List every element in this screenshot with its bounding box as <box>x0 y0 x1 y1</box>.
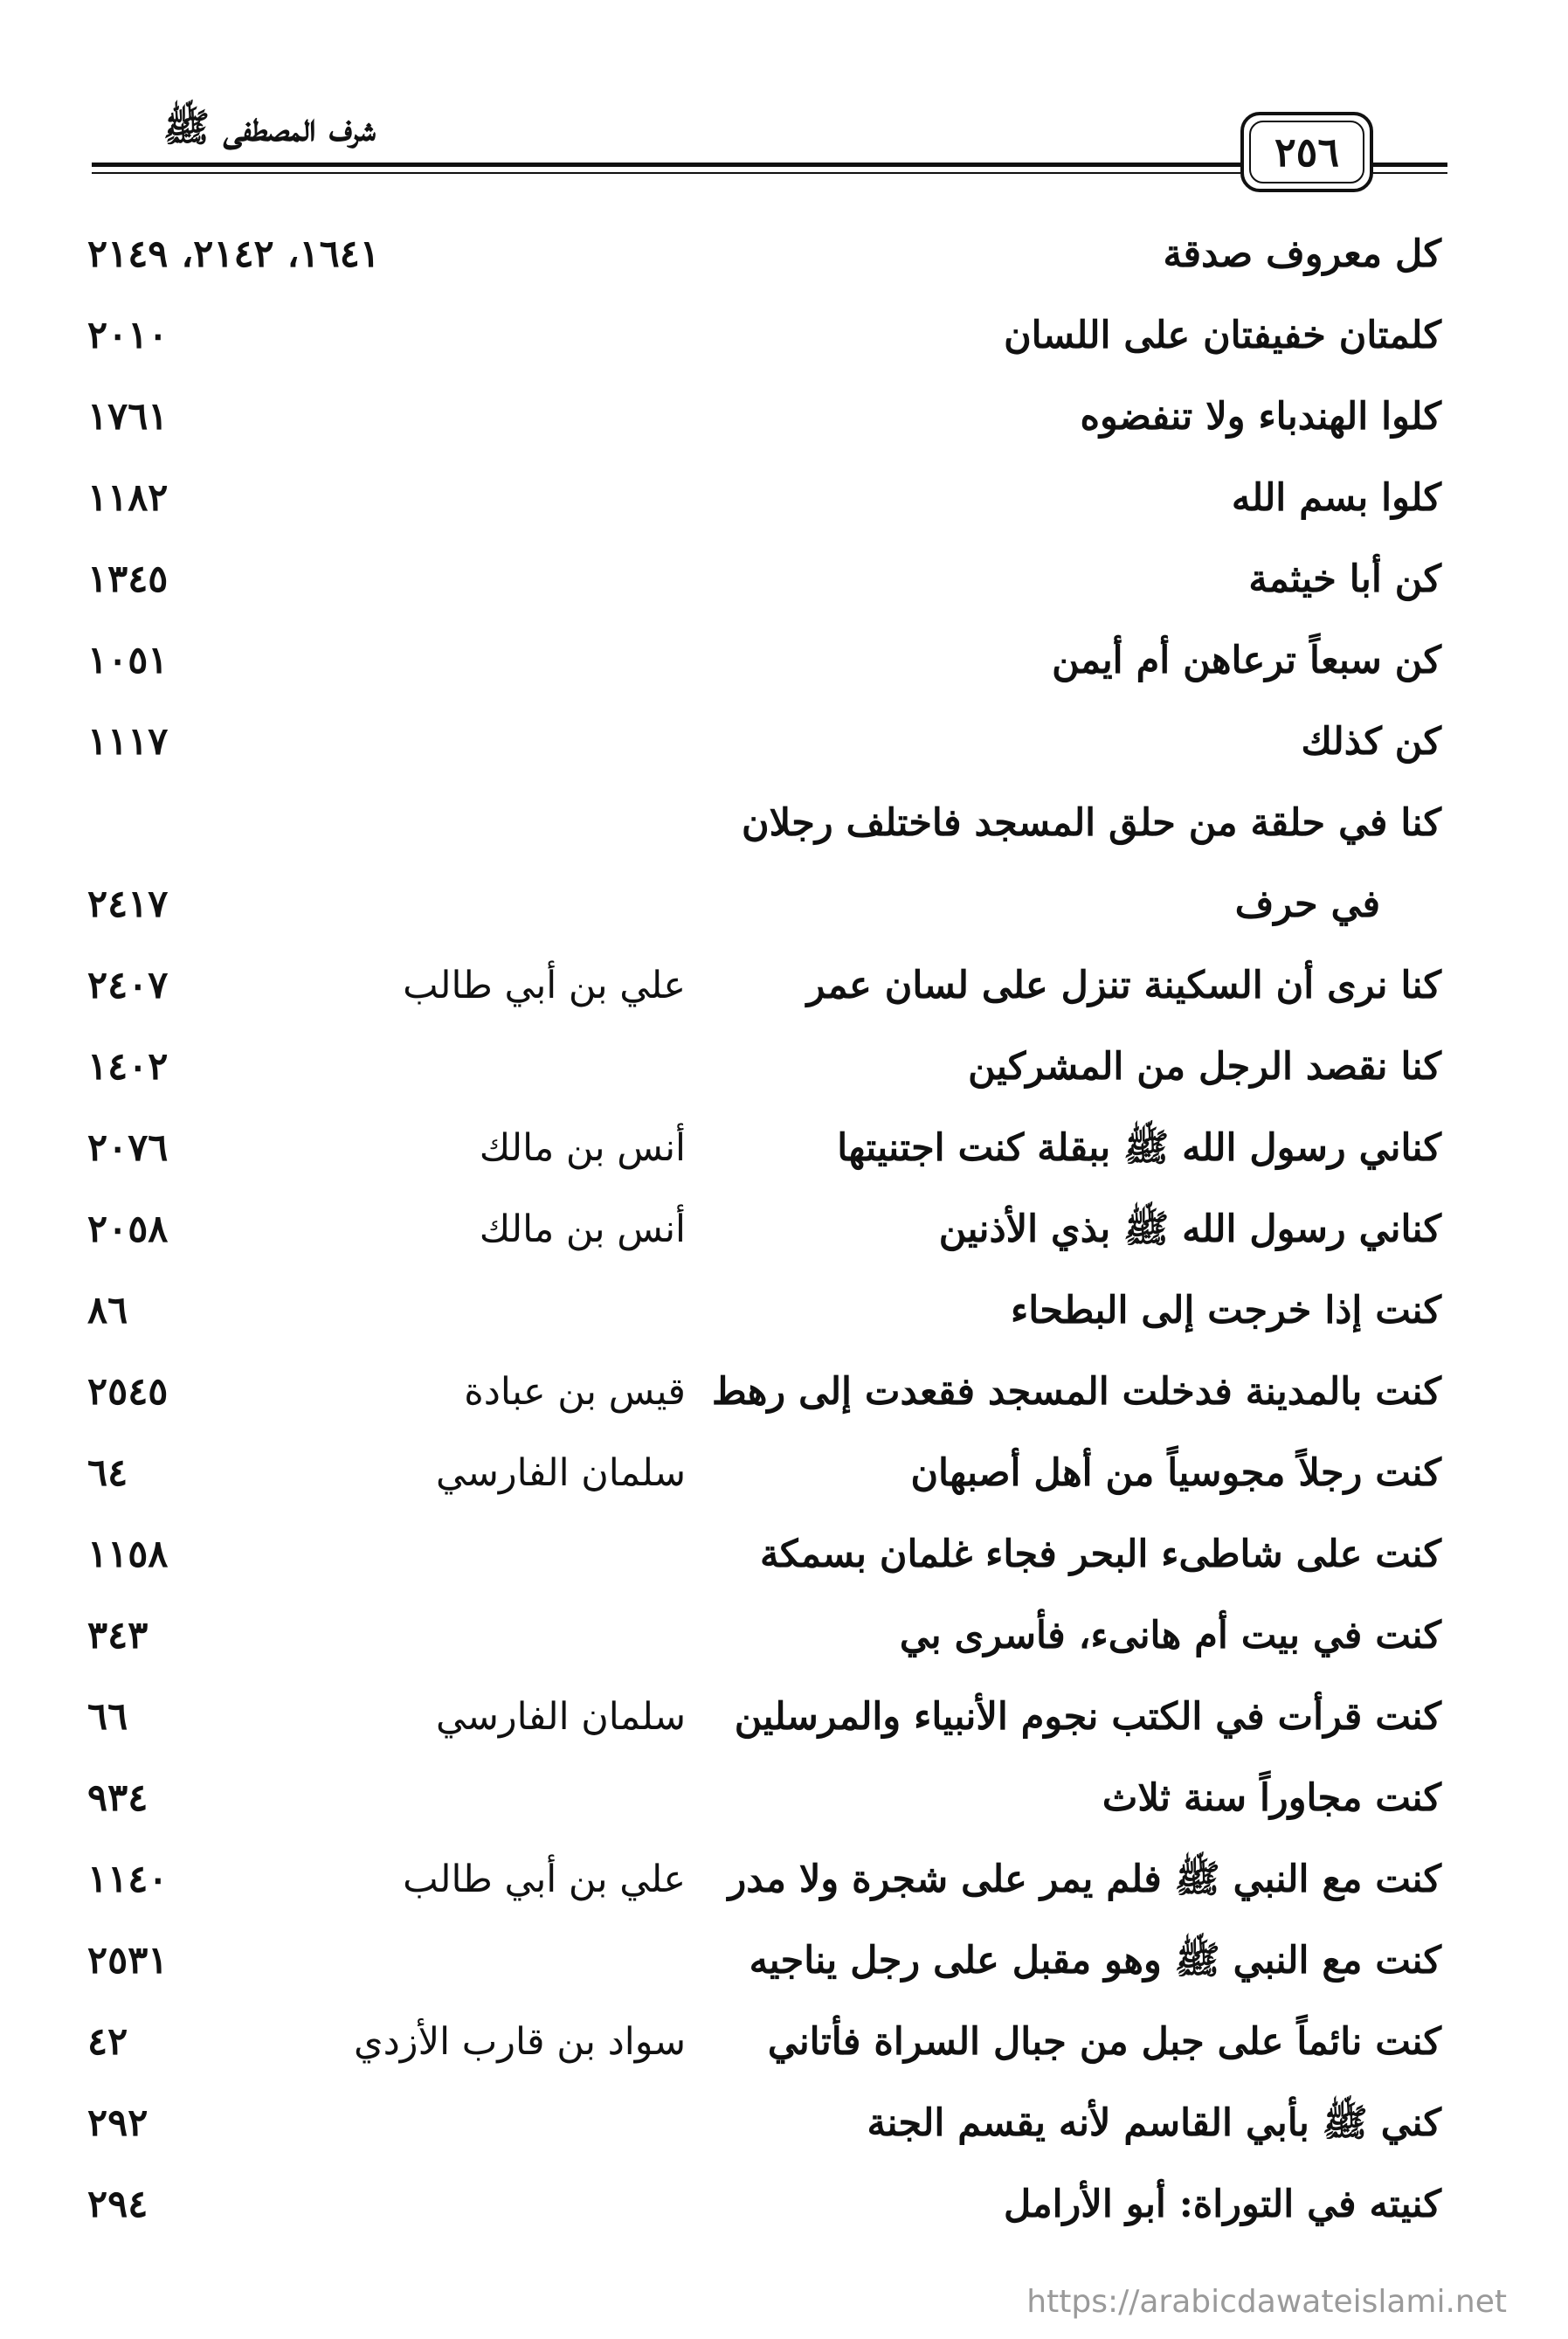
hadith-reference-numbers: ٢٥٤٥ <box>87 1370 169 1414</box>
narrator-name: أنس بن مالك <box>479 1208 686 1251</box>
hadith-phrase: كنت مع النبي ﷺ وهو مقبل على رجل يناجيه <box>749 1939 1441 1983</box>
hadith-phrase: كنت قرأت في الكتب نجوم الأنبياء والمرسلين <box>734 1695 1441 1739</box>
hadith-phrase: كنت رجلاً مجوسياً من أهل أصبهان <box>910 1451 1441 1495</box>
hadith-phrase: كنا نرى أن السكينة تنزل على لسان عمر <box>806 964 1441 1007</box>
hadith-index-list <box>0 214 1568 2246</box>
hadith-reference-numbers: ٤٢ <box>87 2020 128 2064</box>
index-entry <box>0 2164 1568 2246</box>
header-rule-thick <box>92 163 1240 167</box>
index-entry <box>0 1189 1568 1270</box>
hadith-reference-numbers: ٨٦ <box>87 1289 128 1332</box>
index-entry <box>0 864 1568 945</box>
hadith-phrase: كنا نقصد الرجل من المشركين <box>968 1045 1441 1089</box>
hadith-reference-numbers: ١٦٤١، ٢١٤٢، ٢١٤٩ <box>87 232 380 276</box>
hadith-reference-numbers: ٢٠١٠ <box>87 314 169 357</box>
hadith-reference-numbers: ١٠٥١ <box>87 639 169 682</box>
hadith-reference-numbers: ١٧٦١ <box>87 395 169 439</box>
hadith-phrase: كنا في حلقة من حلق المسجد فاختلف رجلان <box>742 801 1441 845</box>
hadith-reference-numbers: ٩٣٤ <box>87 1776 149 1820</box>
hadith-phrase: كنت مع النبي ﷺ فلم يمر على شجرة ولا مدر <box>728 1858 1441 1901</box>
book-title: شرف المصطفى ﷺ <box>162 106 376 150</box>
hadith-reference-numbers: ٣٤٣ <box>87 1614 149 1657</box>
index-entry <box>0 295 1568 377</box>
hadith-phrase: كنت على شاطىء البحر فجاء غلمان بسمكة <box>759 1533 1441 1576</box>
narrator-name: سلمان الفارسي <box>435 1451 686 1495</box>
narrator-name: علي بن أبي طالب <box>403 1858 686 1901</box>
index-entry <box>0 620 1568 702</box>
hadith-phrase: كنت بالمدينة فدخلت المسجد فقعدت إلى رهط <box>711 1370 1441 1414</box>
narrator-name: أنس بن مالك <box>479 1126 686 1170</box>
index-entry <box>0 1433 1568 1514</box>
watermark-url: https://arabicdawateislami.net <box>1026 2284 1507 2320</box>
hadith-phrase: كل معروف صدقة <box>1163 232 1441 276</box>
index-entry <box>0 702 1568 783</box>
hadith-reference-numbers: ١٣٤٥ <box>87 557 169 601</box>
hadith-phrase: كنت إذا خرجت إلى البطحاء <box>1011 1289 1441 1332</box>
hadith-phrase: كن أبا خيثمة <box>1248 557 1441 601</box>
hadith-reference-numbers: ٢٥٣١ <box>87 1939 169 1983</box>
hadith-phrase: كنيته في التوراة: أبو الأرامل <box>1004 2183 1441 2226</box>
index-entry <box>0 1352 1568 1433</box>
page-number: ٢٥٦ <box>1274 128 1340 176</box>
hadith-reference-numbers: ٢٩٢ <box>87 2101 149 2145</box>
page-number-frame <box>1240 112 1373 192</box>
hadith-reference-numbers: ٢٤١٧ <box>87 882 169 926</box>
index-entry <box>0 458 1568 539</box>
narrator-name: سواد بن قارب الأزدي <box>354 2020 686 2064</box>
hadith-phrase: كناني رسول الله ﷺ ببقلة كنت اجتنيتها <box>837 1126 1441 1170</box>
index-entry <box>0 1758 1568 1839</box>
header-rule-right-thick <box>1373 163 1447 167</box>
index-entry <box>0 539 1568 620</box>
index-entry <box>0 783 1568 864</box>
narrator-name: سلمان الفارسي <box>435 1695 686 1739</box>
index-entry <box>0 1270 1568 1352</box>
index-entry <box>0 1108 1568 1189</box>
index-entry <box>0 1595 1568 1677</box>
hadith-phrase: كلوا الهندباء ولا تنفضوه <box>1080 395 1441 439</box>
hadith-phrase: كن سبعاً ترعاهن أم أيمن <box>1052 639 1441 682</box>
hadith-reference-numbers: ٦٦ <box>87 1695 128 1739</box>
hadith-phrase: كن كذلك <box>1301 720 1441 764</box>
header-rule-right-thin <box>1373 172 1447 174</box>
hadith-reference-numbers: ٢٩٤ <box>87 2183 149 2226</box>
page-header <box>0 0 1568 210</box>
hadith-reference-numbers: ٢٠٥٨ <box>87 1208 169 1251</box>
index-entry <box>0 1677 1568 1758</box>
hadith-phrase: كلوا بسم الله <box>1231 476 1441 520</box>
hadith-phrase: كلمتان خفيفتان على اللسان <box>1004 314 1441 357</box>
hadith-reference-numbers: ١١٤٠ <box>87 1858 169 1901</box>
narrator-name: قيس بن عبادة <box>464 1370 686 1414</box>
hadith-phrase: كنت في بيت أم هانىء، فأسرى بي <box>899 1614 1441 1657</box>
hadith-phrase: في حرف <box>1234 882 1380 926</box>
index-entry <box>0 1514 1568 1595</box>
hadith-reference-numbers: ٢٠٧٦ <box>87 1126 169 1170</box>
hadith-phrase: كنت مجاوراً سنة ثلاث <box>1102 1776 1441 1820</box>
index-entry <box>0 945 1568 1027</box>
index-entry <box>0 2002 1568 2083</box>
narrator-name: علي بن أبي طالب <box>403 964 686 1007</box>
hadith-reference-numbers: ١١٨٢ <box>87 476 169 520</box>
hadith-phrase: كنت نائماً على جبل من جبال السراة فأتاني <box>767 2020 1441 2064</box>
index-entry <box>0 1839 1568 1920</box>
hadith-reference-numbers: ١١١٧ <box>87 720 169 764</box>
index-entry <box>0 377 1568 458</box>
index-entry <box>0 1920 1568 2002</box>
hadith-phrase: كني ﷺ بأبي القاسم لأنه يقسم الجنة <box>867 2101 1441 2145</box>
hadith-phrase: كناني رسول الله ﷺ بذي الأذنين <box>938 1208 1441 1251</box>
hadith-reference-numbers: ٢٤٠٧ <box>87 964 169 1007</box>
index-entry <box>0 1027 1568 1108</box>
index-entry <box>0 2083 1568 2164</box>
hadith-reference-numbers: ٦٤ <box>87 1451 128 1495</box>
header-rule-thin <box>92 172 1240 174</box>
index-entry <box>0 214 1568 295</box>
hadith-reference-numbers: ١١٥٨ <box>87 1533 169 1576</box>
hadith-reference-numbers: ١٤٠٢ <box>87 1045 169 1089</box>
